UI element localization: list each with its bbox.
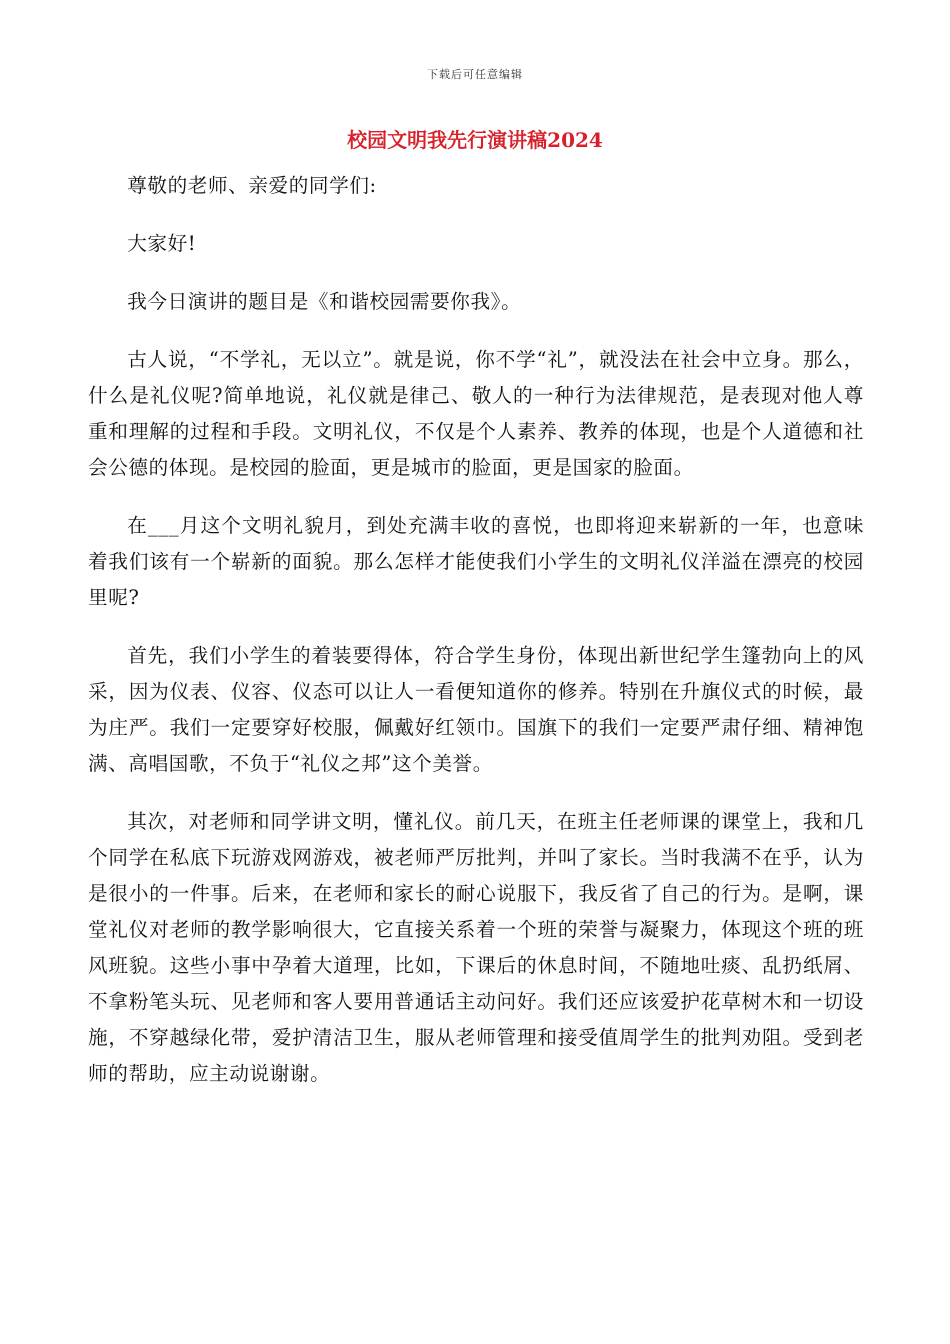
body-paragraph-3: 首先，我们小学生的着装要得体，符合学生身份，体现出新世纪学生篷勃向上的风采，因为仪表、仪容、仪态可以让人一看便知道你的修养。特别在升旗仪式的时候，最为庄严。我们一定要穿好校服，佩戴好红领巾。国旗下的我们一定要严肃仔细、精神饱满、高唱国歌，不负于“礼仪之邦”这个美誉。 (88, 644, 864, 775)
body-paragraph-2: 在___月这个文明礼貌月，到处充满丰收的喜悦，也即将迎来崭新的一年，也意味着我们该有一个崭新的面貌。那么怎样才能使我们小学生的文明礼仪洋溢在漂亮的校园里呢? (88, 514, 864, 609)
body-paragraph-4: 其次，对老师和同学讲文明，懂礼仪。前几天，在班主任老师课的课堂上，我和几个同学在私底下玩游戏网游戏，被老师严厉批判，并叫了家长。当时我满不在乎，认为是很小的一件事。后来，在老师和家长的耐心说服下，我反省了自己的行为。是啊，课堂礼仪对老师的教学影响很大，它直接关系着一个班的荣誉与凝聚力，体现这个班的班风班貌。这些小事中孕着大道理，比如，下课后的休息时间，不随地吐痰、乱扔纸屑、不拿粉笔头玩、见老师和客人要用普通话主动问好。我们还应该爱护花草树木和一切设施，不穿越绿化带，爱护清洁卫生，服从老师管理和接受值周学生的批判劝阻。受到老师的帮助，应主动说谢谢。 (88, 810, 864, 1085)
header-note: 下载后可任意编辑 (427, 68, 523, 81)
document-body (88, 168, 864, 1114)
salutation-paragraph: 尊敬的老师、亲爱的同学们: (127, 174, 377, 197)
body-paragraph-1: 古人说，“不学礼，无以立”。就是说，你不学“礼”，就没法在社会中立身。那么，什么是礼仪呢?简单地说，礼仪就是律己、敬人的一种行为法律规范，是表现对他人尊重和理解的过程和手段。文明礼仪，不仅是个人素养、教养的体现，也是个人道德和社会公德的体现。是校园的脸面，更是城市的脸面，更是国家的脸面。 (88, 348, 864, 479)
topic-paragraph: 我今日演讲的题目是《和谐校园需要你我》。 (127, 290, 522, 313)
greeting-paragraph: 大家好! (127, 232, 197, 255)
document-title: 校园文明我先行演讲稿2024 (347, 128, 603, 152)
